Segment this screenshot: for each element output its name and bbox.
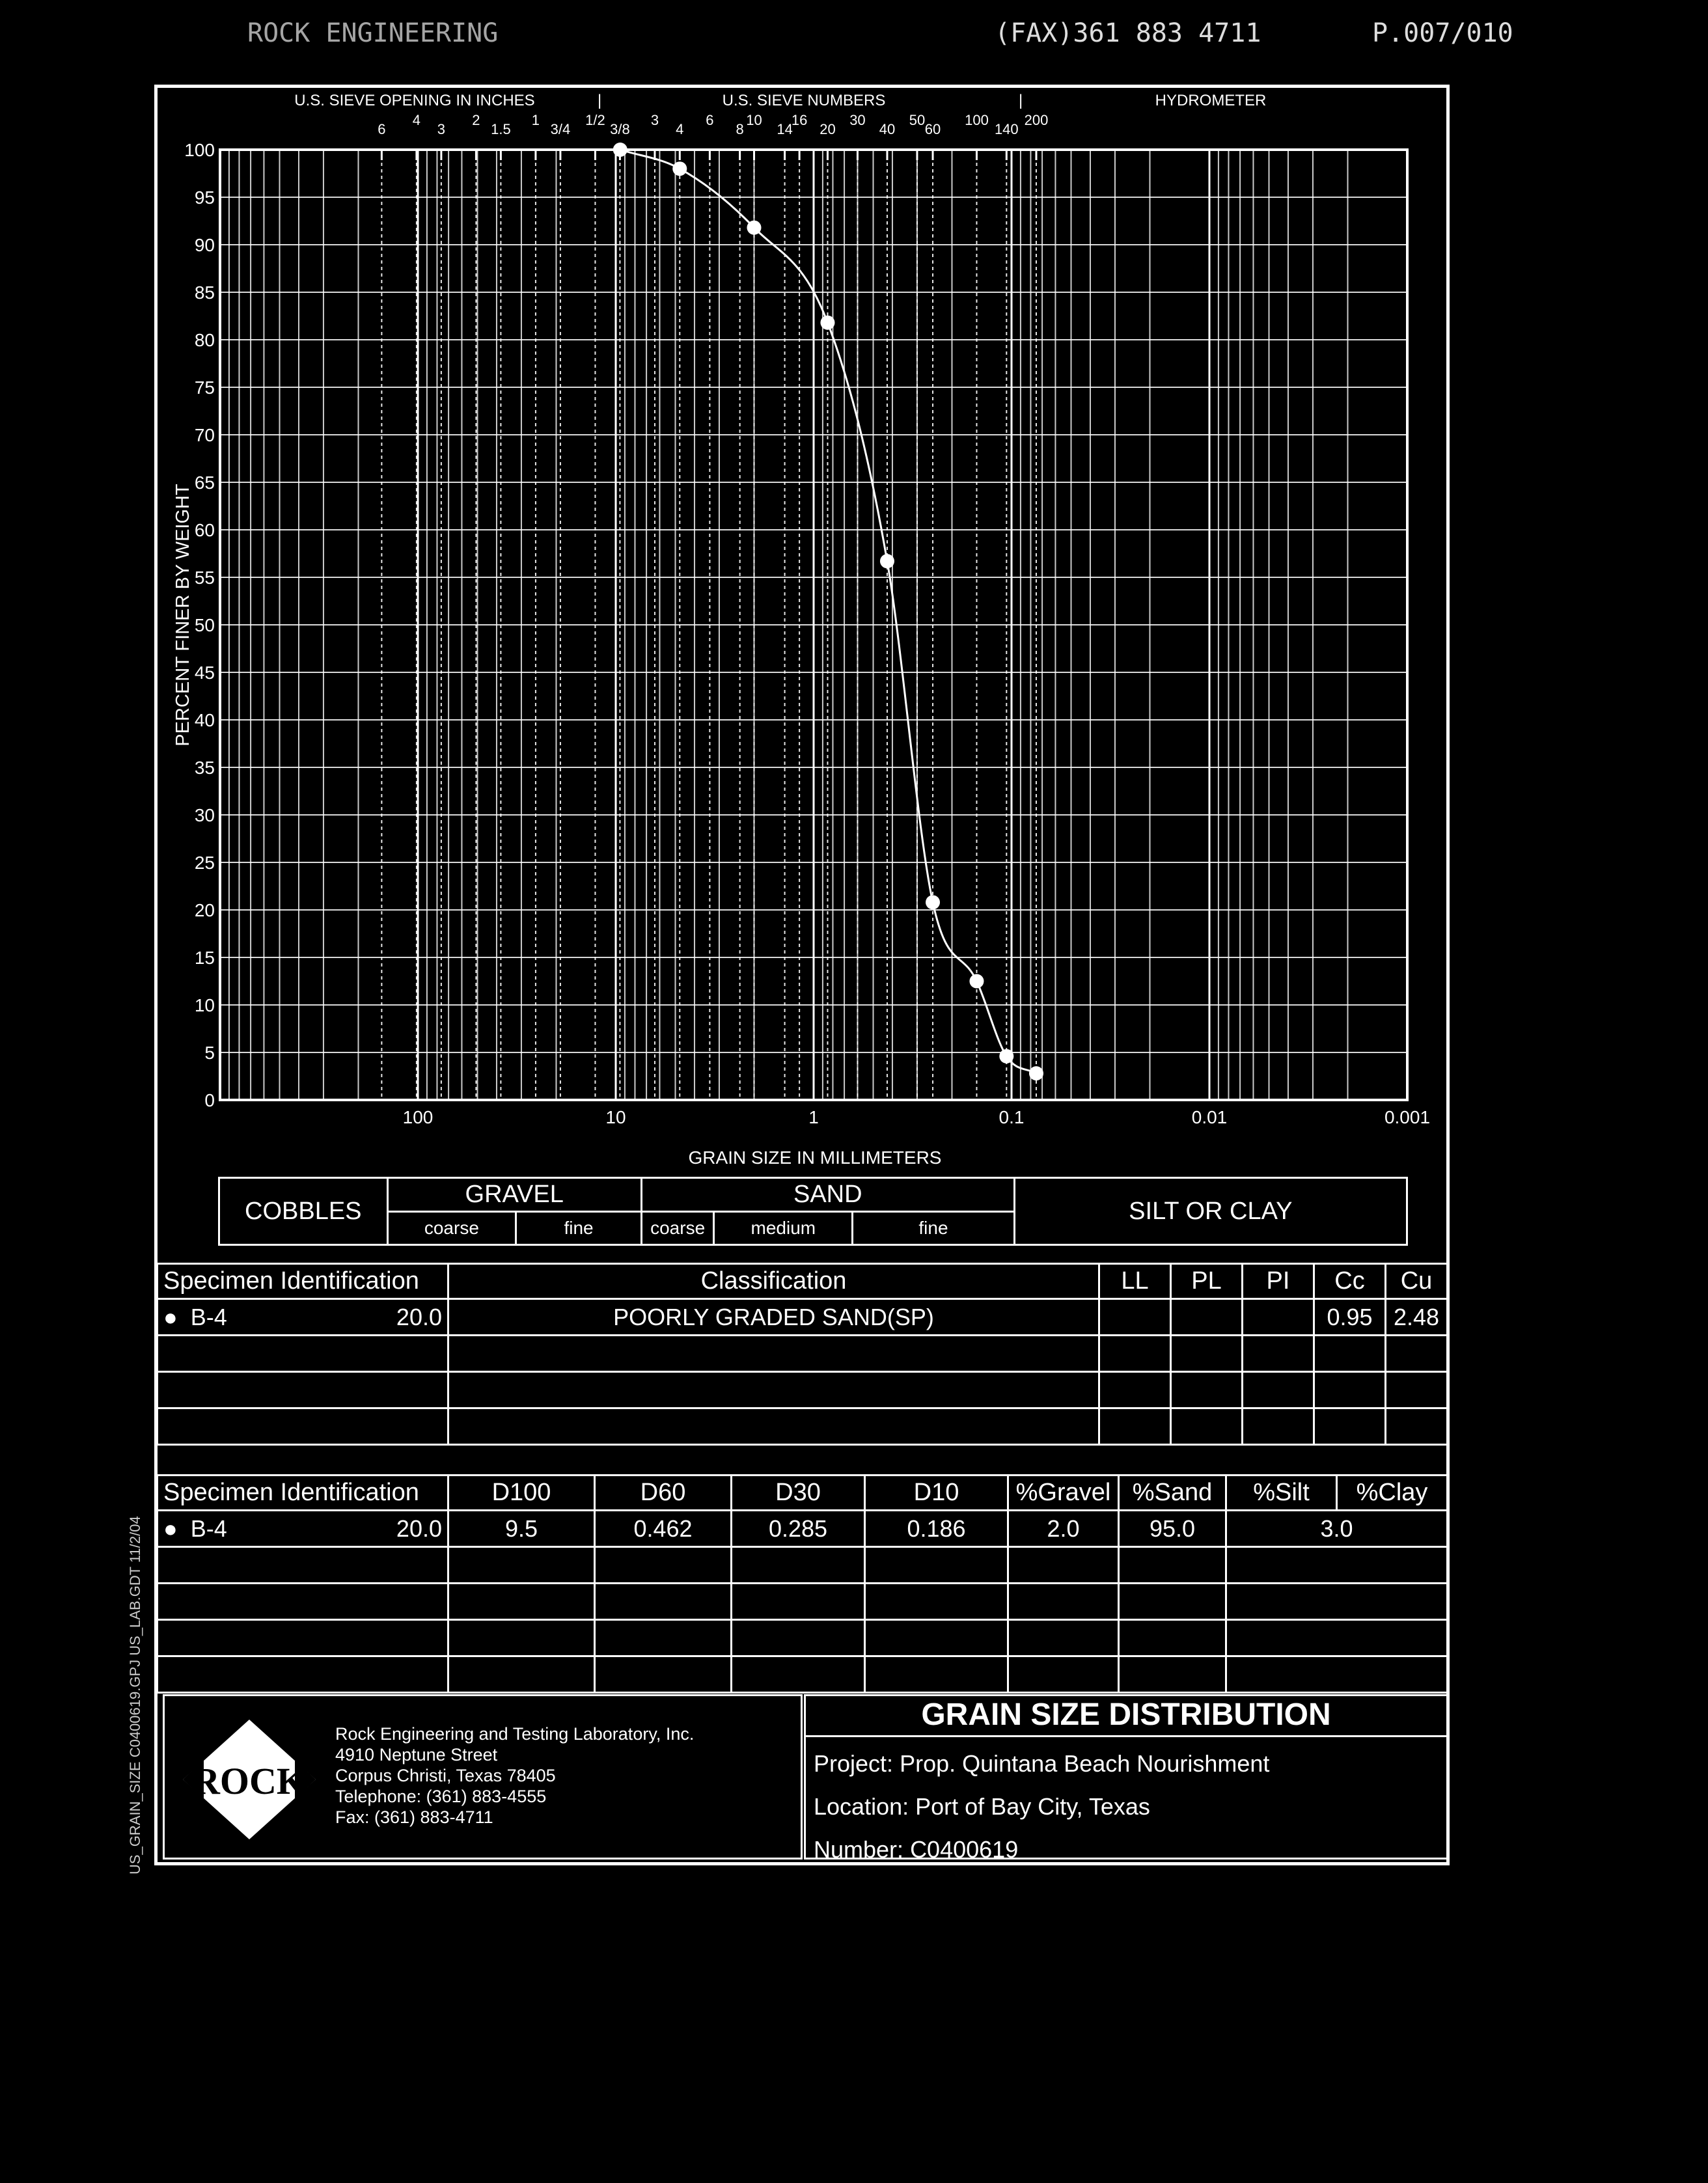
y-tick-label: 40 [194,710,215,730]
sieve-label: 60 [924,121,941,137]
y-tick-label: 5 [204,1043,215,1063]
sand-medium: medium [714,1211,853,1245]
t2-header-clay: %Clay [1337,1476,1448,1511]
report-title-box [804,1694,1448,1863]
y-tick-label: 15 [194,948,215,968]
t1-header-cu: Cu [1386,1264,1448,1299]
t2-d100: 9.5 [448,1511,595,1547]
y-tick-label: 25 [194,853,215,873]
t1-pi [1243,1299,1314,1336]
t1-ll [1099,1299,1171,1336]
x-tick-labels [403,1107,1430,1127]
header-sieve-inches: U.S. SIEVE OPENING IN INCHES [294,92,535,109]
y-tick-label: 65 [194,473,215,493]
sieve-label: 1/2 [585,112,605,128]
soil-classification-bar [218,1177,1408,1246]
y-tick-label: 70 [194,425,215,445]
sieve-label: 20 [820,121,836,137]
t2-header-d100: D100 [448,1476,595,1511]
data-point [926,895,940,909]
t2-silt-clay: 3.0 [1226,1511,1448,1547]
header-divider-2: | [1019,92,1023,109]
specimen-marker-icon: ● [163,1515,178,1542]
sieve-label: 14 [777,121,793,137]
x-tick-label: 1 [808,1107,819,1127]
specimen-marker-icon: ● [163,1303,178,1330]
t2-specimen-depth: 20.0 [323,1511,448,1547]
sieve-label: 6 [378,121,386,137]
fax-header-page: P.007/010 [1372,18,1513,48]
sieve-label: 16 [791,112,808,128]
x-axis-label: GRAIN SIZE IN MILLIMETERS [688,1147,942,1168]
company-fax: Fax: (361) 883-4711 [335,1807,493,1827]
sieve-label: 50 [909,112,926,128]
number-value: C0400619 [910,1836,1019,1863]
x-tick-label: 0.1 [999,1107,1025,1127]
data-point [880,554,894,568]
t2-header-d60: D60 [595,1476,732,1511]
t1-header-pi: PI [1243,1264,1314,1299]
x-tick-label: 100 [402,1107,434,1127]
y-tick-label: 90 [194,235,215,255]
gravel-fine: fine [516,1211,642,1245]
y-tick-label: 20 [194,900,215,920]
t1-cc: 0.95 [1314,1299,1386,1336]
t1-pl [1171,1299,1243,1336]
silt-clay-label: SILT OR CLAY [1014,1178,1407,1245]
location-value: Port of Bay City, Texas [915,1793,1150,1820]
gravel-label: GRAVEL [387,1178,641,1212]
t2-header-d10: D10 [865,1476,1008,1511]
sand-coarse: coarse [641,1211,714,1245]
y-tick-label: 0 [204,1090,215,1110]
gradation-parameters-table [156,1474,1448,1694]
sieve-label: 3 [437,121,446,137]
t2-d10: 0.186 [865,1511,1008,1547]
header-hydrometer: HYDROMETER [1155,92,1267,109]
y-tick-label: 95 [194,187,215,208]
sieve-label: 200 [1024,112,1049,128]
project-value: Prop. Quintana Beach Nourishment [900,1750,1270,1777]
company-street: 4910 Neptune Street [335,1745,498,1764]
t1-header-cc: Cc [1314,1264,1386,1299]
y-tick-label: 45 [194,663,215,683]
data-point [672,161,687,176]
y-tick-label: 75 [194,378,215,398]
company-info-box [163,1694,803,1860]
t2-header-silt: %Silt [1226,1476,1337,1511]
t2-header-gravel: %Gravel [1008,1476,1119,1511]
location-label: Location: [814,1793,909,1820]
x-tick-label: 0.01 [1191,1107,1228,1127]
t1-cu: 2.48 [1386,1299,1448,1336]
t1-classification: POORLY GRADED SAND(SP) [448,1299,1099,1336]
y-tick-label: 85 [194,282,215,303]
header-sieve-numbers: U.S. SIEVE NUMBERS [722,92,886,109]
t2-gravel: 2.0 [1008,1511,1119,1547]
data-point [820,316,834,330]
sieve-label: 1 [531,112,540,128]
x-tick-label: 10 [605,1107,626,1127]
sand-label: SAND [641,1178,1014,1212]
fax-header-company: ROCK ENGINEERING [247,18,499,48]
company-phone: Telephone: (361) 883-4555 [335,1787,547,1806]
y-tick-label: 55 [194,568,215,588]
sieve-label: 4 [676,121,684,137]
sieve-label: 10 [746,112,762,128]
t2-d30: 0.285 [732,1511,865,1547]
t2-d60: 0.462 [595,1511,732,1547]
sand-fine: fine [853,1211,1014,1245]
y-tick-label: 80 [194,330,215,350]
t2-specimen-id: B-4 [190,1515,227,1542]
sieve-label: 40 [879,121,896,137]
cobbles-label: COBBLES [219,1178,388,1245]
data-point [747,221,761,235]
sieve-label: 30 [849,112,866,128]
y-tick-label: 100 [184,140,215,160]
project-label: Project: [814,1750,894,1777]
data-point [999,1049,1013,1064]
t2-header-specimen: Specimen Identification [158,1476,448,1511]
report-title: GRAIN SIZE DISTRIBUTION [806,1696,1446,1737]
t1-header-classification: Classification [448,1264,1099,1299]
sieve-label: 1.5 [491,121,511,137]
header-divider-1: | [598,92,602,109]
sieve-label: 2 [472,112,480,128]
y-tick-label: 35 [194,758,215,778]
sieve-label: 100 [965,112,989,128]
sieve-labels [378,112,1048,160]
data-point [613,143,627,157]
data-point [969,974,984,989]
number-label: Number: [814,1836,904,1863]
y-tick-label: 30 [194,805,215,825]
y-tick-label: 50 [194,615,215,635]
sieve-label: 140 [994,121,1019,137]
logo-text: ROCK [193,1760,306,1802]
t2-header-d30: D30 [732,1476,865,1511]
gravel-coarse: coarse [387,1211,516,1245]
classification-table [156,1263,1448,1446]
t1-header-specimen: Specimen Identification [158,1264,448,1299]
fax-header-number: (FAX)361 883 4711 [995,18,1261,48]
t1-specimen-id: B-4 [190,1303,227,1330]
y-tick-label: 60 [194,520,215,540]
y-tick-label: 10 [194,995,215,1015]
sieve-label: 6 [706,112,714,128]
t2-header-sand: %Sand [1119,1476,1226,1511]
data-point [1029,1066,1043,1080]
side-file-reference: US_GRAIN_SIZE C0400619.GPJ US_LAB.GDT 11/2/04 [127,1516,143,1874]
sieve-label: 3/8 [610,121,630,137]
sieve-label: 8 [736,121,744,137]
rock-logo [178,1714,321,1845]
t1-header-ll: LL [1099,1264,1171,1299]
sieve-label: 3 [650,112,659,128]
sieve-label: 4 [412,112,421,128]
x-tick-label: 0.001 [1384,1107,1431,1127]
company-name: Rock Engineering and Testing Laboratory, Inc. [335,1724,695,1744]
company-city: Corpus Christi, Texas 78405 [335,1766,556,1785]
sieve-label: 3/4 [550,121,571,137]
t1-specimen-depth: 20.0 [323,1299,448,1336]
y-axis-label: PERCENT FINER BY WEIGHT [172,484,193,747]
t1-header-pl: PL [1171,1264,1243,1299]
t2-sand: 95.0 [1119,1511,1226,1547]
